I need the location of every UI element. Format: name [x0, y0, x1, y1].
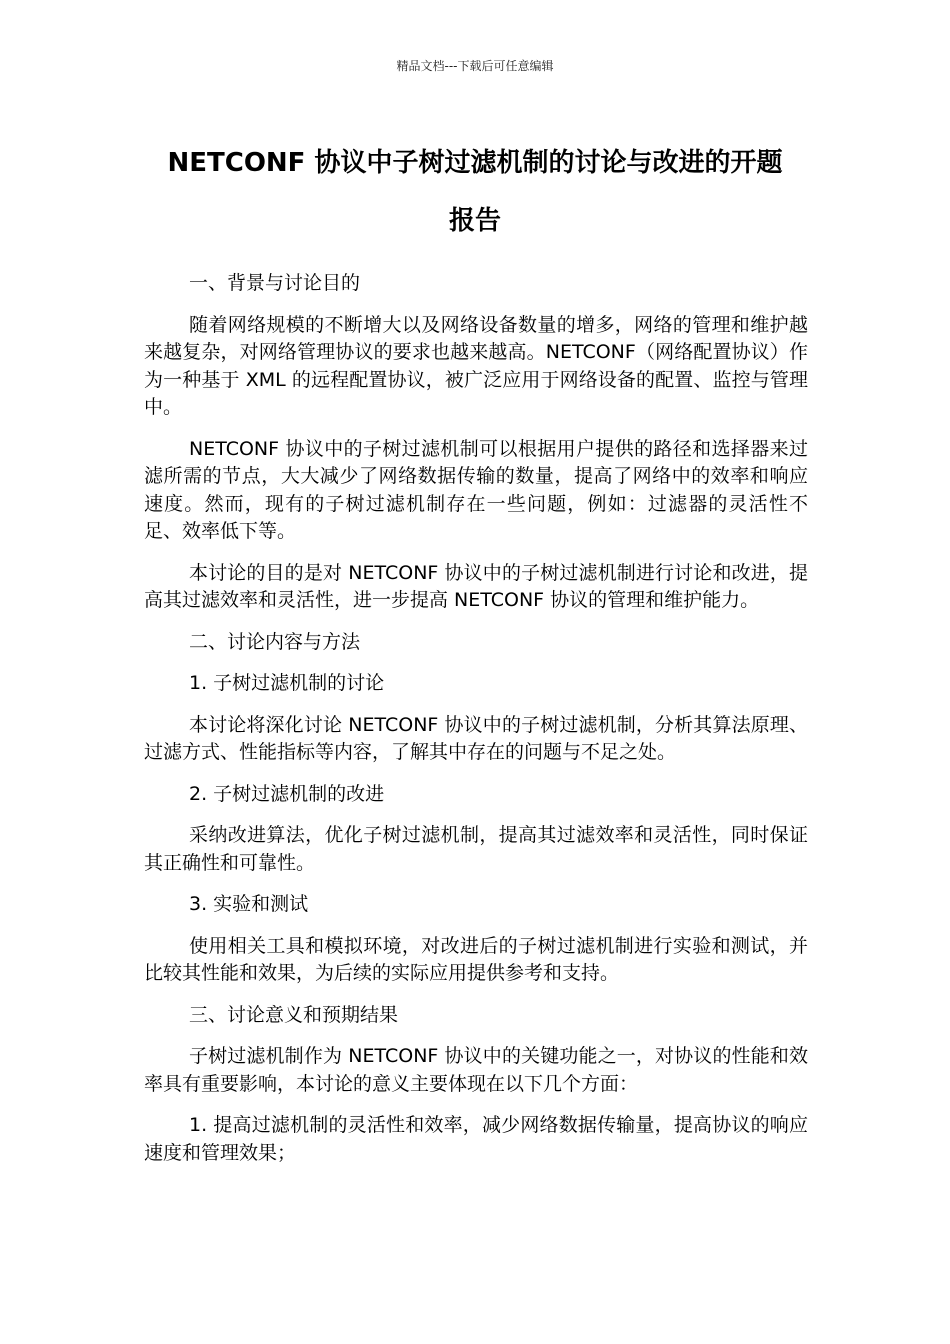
paragraph: 子树过滤机制作为 NETCONF 协议中的关键功能之一，对协议的性能和效率具有重要影响，本讨论的意义主要体现在以下几个方面： [144, 1045, 808, 1095]
title-line-2: 报告 [448, 206, 501, 236]
paragraph: 采纳改进算法，优化子树过滤机制，提高其过滤效率和灵活性，同时保证其正确性和可靠性。 [144, 824, 808, 874]
subheading-2: 2. 子树过滤机制的改进 [189, 782, 385, 805]
section-heading-content-method: 二、讨论内容与方法 [189, 630, 361, 653]
paragraph: 随着网络规模的不断增大以及网络设备数量的增多，网络的管理和维护越来越复杂，对网络管理协议的要求也越来越高。NETCONF（网络配置协议）作为一种基于 XML 的远程配置协议，被广泛应用于网络设备的配置、监控与管理中。 [144, 313, 808, 418]
paragraph: 本讨论的目的是对 NETCONF 协议中的子树过滤机制进行讨论和改进，提高其过滤效率和灵活性，进一步提高 NETCONF 协议的管理和维护能力。 [144, 561, 808, 611]
paragraph: NETCONF 协议中的子树过滤机制可以根据用户提供的路径和选择器来过滤所需的节点，大大减少了网络数据传输的数量，提高了网络中的效率和响应速度。然而，现有的子树过滤机制存在一些问题，例如：过滤器的灵活性不足、效率低下等。 [144, 437, 808, 542]
section-heading-significance: 三、讨论意义和预期结果 [189, 1003, 399, 1026]
document-title [120, 134, 830, 250]
document-body [144, 270, 808, 1181]
paragraph: 使用相关工具和模拟环境，对改进后的子树过滤机制进行实验和测试，并比较其性能和效果，为后续的实际应用提供参考和支持。 [144, 934, 808, 984]
paragraph: 1. 提高过滤机制的灵活性和效率，减少网络数据传输量，提高协议的响应速度和管理效果； [144, 1114, 808, 1164]
subheading-1: 1. 子树过滤机制的讨论 [189, 672, 385, 694]
title-line-1: NETCONF 协议中子树过滤机制的讨论与改进的开题 [167, 148, 783, 178]
section-heading-background: 一、背景与讨论目的 [189, 272, 361, 294]
subheading-3: 3. 实验和测试 [189, 893, 309, 915]
page-header: 精品文档---下载后可任意编辑 [396, 59, 554, 73]
paragraph: 本讨论将深化讨论 NETCONF 协议中的子树过滤机制，分析其算法原理、过滤方式、性能指标等内容，了解其中存在的问题与不足之处。 [144, 713, 808, 763]
